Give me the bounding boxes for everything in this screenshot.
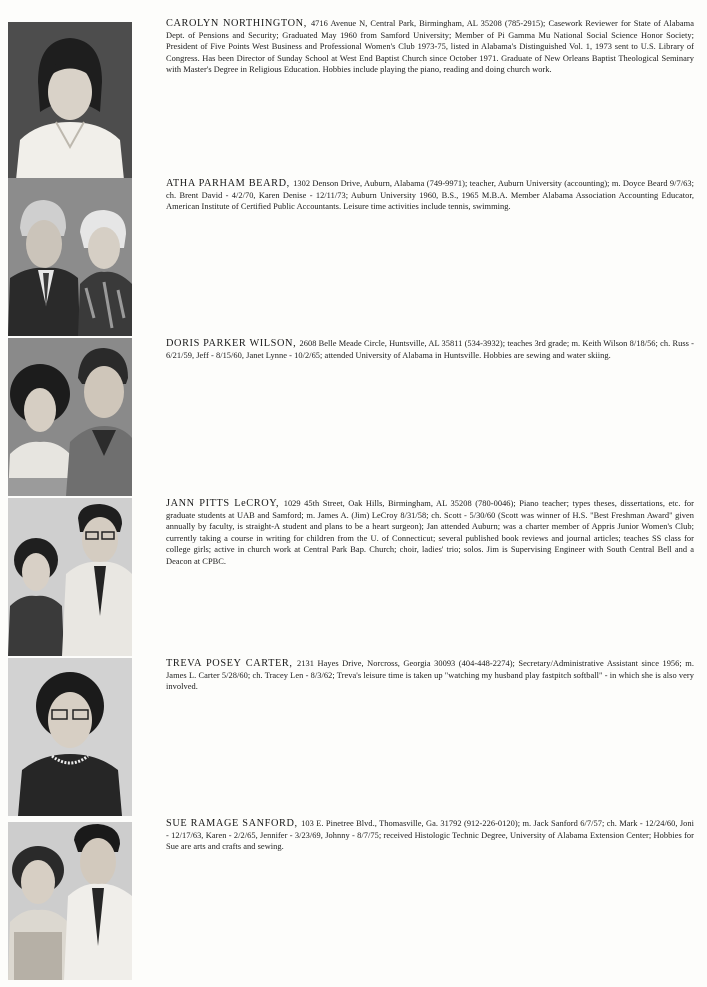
entry-carter (0, 658, 707, 818)
entry-northington (0, 18, 707, 178)
person-name: TREVA POSEY CARTER, (166, 658, 298, 669)
bio-text (166, 178, 694, 213)
bio-details: 4716 Avenue N, Central Park, Birmingham, AL 35208 (785-2915); Casework Reviewer for State of Alabama Dept. of Pensions and Security; Graduated May 1960 from Samford University; Member of Pi Gamma Mu National Social Science Honor Society; President of Five Points West Business and Professional Women's Club 1973-75, listed in Alabama's Distinguished Vol. 1, 1973 sent to U.S. Library of Congress. Has been Director of Sunday School at West End Baptist Church since October 1971. Graduate of New Orleans Baptist Theological Seminary with Master's Degree in Religious Education. Hobbies include playing the piano, reading and doing church work. (166, 19, 695, 75)
person-name: SUE RAMAGE SANFORD, (166, 818, 302, 829)
portrait-photo (8, 338, 132, 496)
portrait-photo (8, 822, 132, 980)
bio-details: 103 E. Pinetree Blvd., Thomasville, Ga. 31792 (912-226-0120); m. Jack Sanford 6/7/57; ch. Mark - 12/24/60, Joni - 12/17/63, Karen - 2/2/65, Jennifer - 3/23/69, Johnny - 8/7/75; received Histologic Technic Degree, University of Alabama Extension Center; Hobbies for Sue are arts and crafts and sewing. (166, 819, 694, 852)
portrait-photo (8, 22, 132, 180)
entry-wilson (0, 338, 707, 498)
portrait-photo (8, 498, 132, 656)
bio-details: 2608 Belle Meade Circle, Huntsville, AL 35811 (534-3932); teaches 3rd grade; m. Keith Wilson 8/18/56; ch. Russ - 6/21/59, Jeff - 8/15/60, Janet Lynne - 10/2/65; attended University of Alabama in Huntsville. Hobbies are sewing and water skiing. (166, 339, 694, 360)
entry-sanford (0, 818, 707, 978)
person-name: CAROLYN NORTHINGTON, (166, 18, 311, 29)
portrait-photo (8, 658, 132, 816)
bio-details: 1302 Denson Drive, Auburn, Alabama (749-9971); teacher, Auburn University (accounting); m. Doyce Beard 9/7/63; ch. Brent David - 4/2/70, Karen Denise - 12/11/73; Auburn University 1960, B.S., 1965 M.B.A. Member Alabama Association Accounting Educator, American Institute of Certified Public Accountants. Leisure time activities include tennis, swimming. (166, 179, 694, 212)
bio-text (166, 18, 694, 76)
person-name: JANN PITTS LeCROY, (166, 498, 284, 509)
bio-text (166, 338, 694, 361)
person-name: ATHA PARHAM BEARD, (166, 178, 294, 189)
bio-details: 1029 45th Street, Oak Hills, Birmingham, AL 35208 (780-0046); Piano teacher; types theses, dissertations, etc. for graduate students at UAB and Samford; m. James A. (Jim) LeCroy 8/31/58; ch. Scott - 5/30/60 (Scott was winner of H.S. "Best Freshman Award" given annually by faculty, is straight-A student and plans to be a heart surgeon); Jan attended Auburn; was a charter member of Appris Junior Women's Club; currently taking a course in writing for children from the U. of Connecticut; several published book reviews and journal articles; teaches SS class for college girls; active in church work at Central Park Bap. Church; choir, ladies' trio; solos. Jim is Supervising Engineer with South Central Bell and a Deacon at CPBC. (166, 499, 694, 566)
entry-lecroy (0, 498, 707, 658)
portrait-photo (8, 178, 132, 336)
bio-text (166, 818, 694, 853)
bio-text (166, 658, 694, 693)
bio-details: 2131 Hayes Drive, Norcross, Georgia 30093 (404-448-2274); Secretary/Administrative Assistant since 1956; m. James L. Carter 5/28/60; ch. Tracey Len - 8/3/62; Treva's leisure time is taken up "watching my husband play fastpitch softball" - in which she is also very involved. (166, 659, 694, 692)
entry-beard (0, 178, 707, 338)
person-name: DORIS PARKER WILSON, (166, 338, 300, 349)
bio-text (166, 498, 694, 568)
